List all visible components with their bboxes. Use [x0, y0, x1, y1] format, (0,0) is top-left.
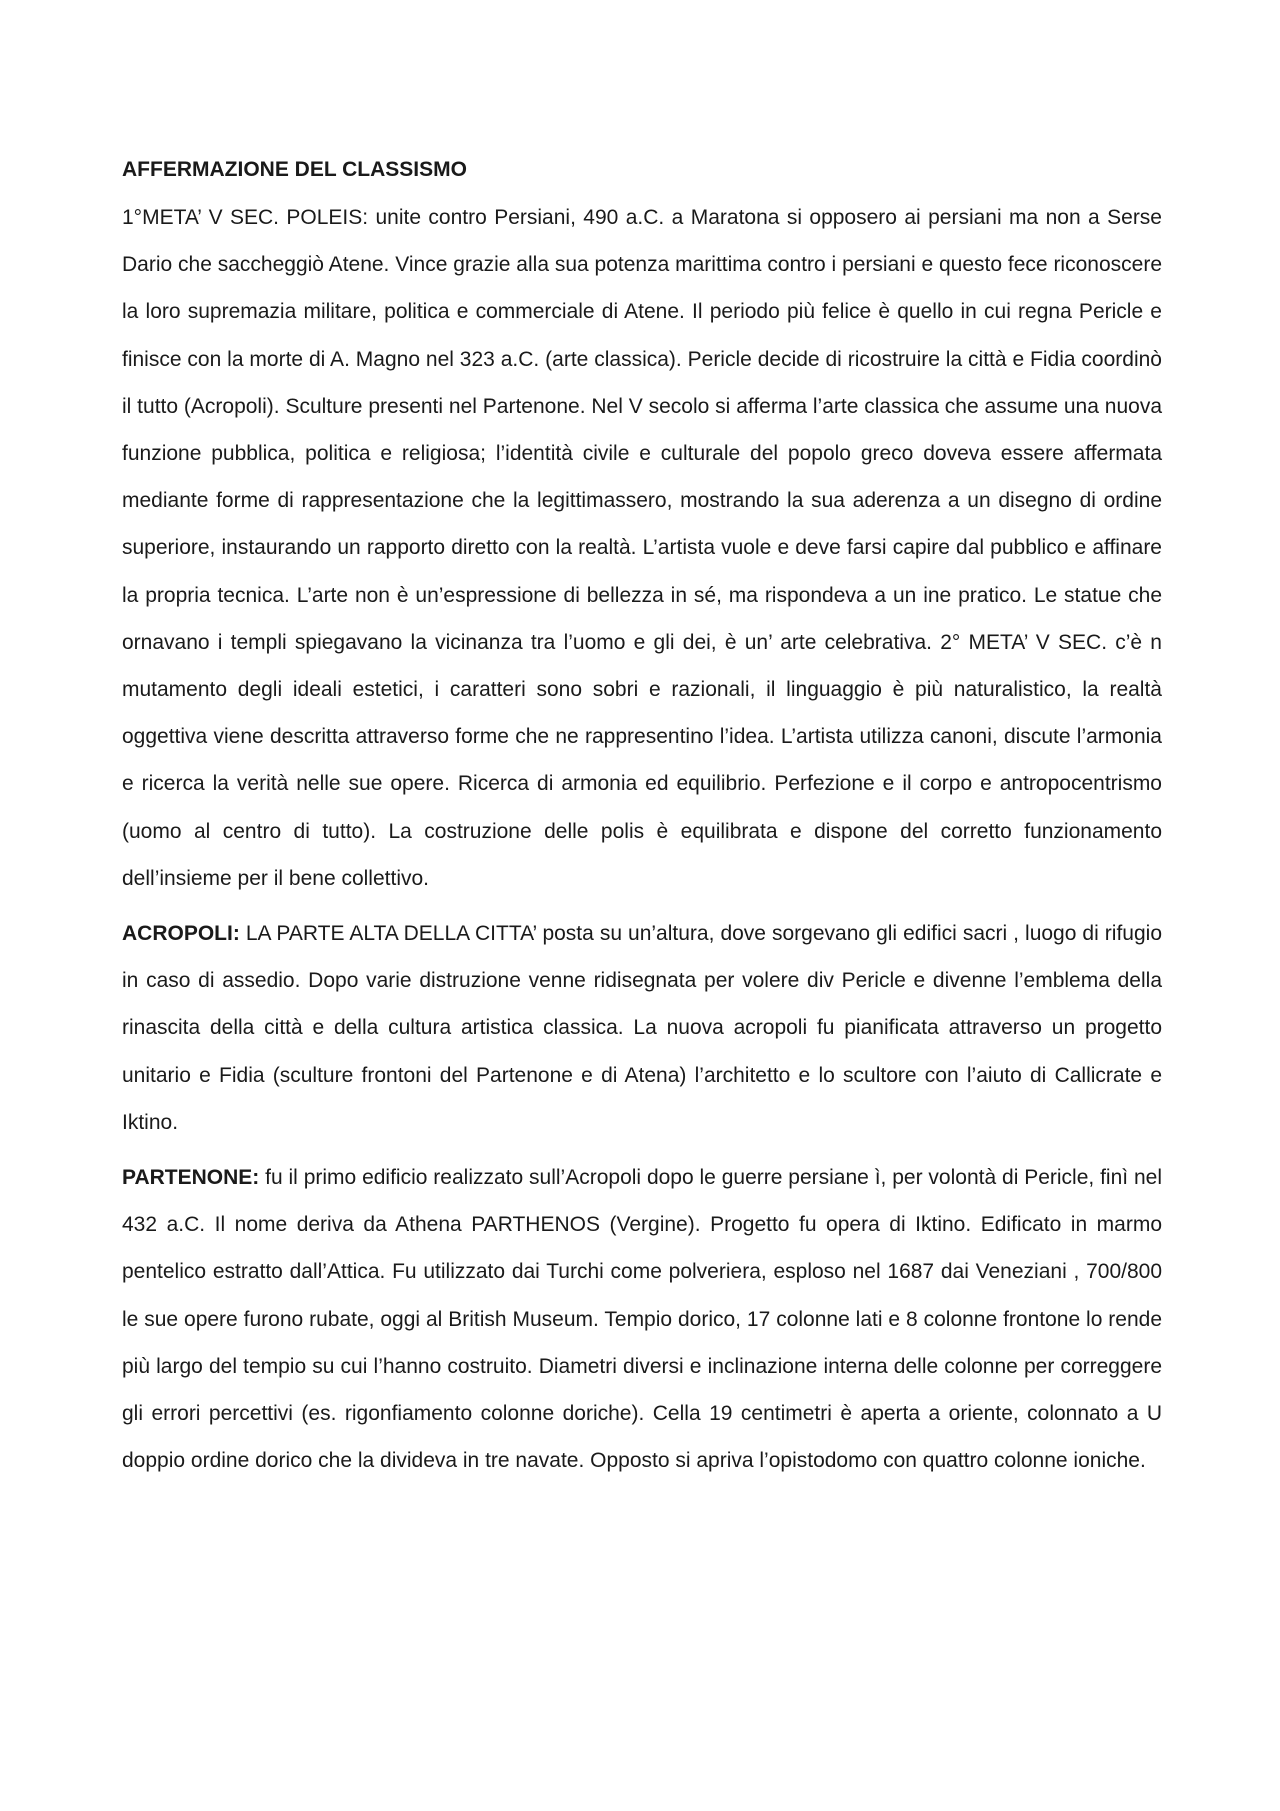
paragraph-text: 1°META’ V SEC. POLEIS: unite contro Persiani, 490 a.C. a Maratona si opposero ai persiani ma non a Serse Dario che saccheggiò Atene. Vince grazie alla sua potenza marittima contro i persiani e questo fece riconoscere la loro supremazia militare, politica e commerciale di Atene. Il periodo più felice è quello in cui regna Pericle e finisce con la morte di A. Magno nel 323 a.C. (arte classica). Pericle decide di ricostruire la città e Fidia coordinò il tutto (Acropoli). Sculture presenti nel Partenone. Nel V secolo si afferma l’arte classica che assume una nuova funzione pubblica, politica e religiosa; l’identità civile e culturale del popolo greco doveva essere affermata mediante forme di rappresentazione che la legittimassero, mostrando la sua aderenza a un disegno di ordine superiore, instaurando un rapporto diretto con la realtà. L’artista vuole e deve farsi capire dal pubblico e affinare la propria tecnica. L’arte non è un’espressione di bellezza in sé, ma rispondeva a un ine pratico. Le statue che ornavano i templi spiegavano la vicinanza tra l’uomo e gli dei, è un’ arte celebrativa. 2° META’ V SEC. c’è n mutamento degli ideali estetici, i caratteri sono sobri e razionali, il linguaggio è più naturalistico, la realtà oggettiva viene descritta attraverso forme che ne rappresentino l’idea. L’artista utilizza canoni, discute l’armonia e ricerca la verità nelle sue opere. Ricerca di armonia ed equilibrio. Perfezione e il corpo e antropocentrismo (uomo al centro di tutto). La costruzione delle polis è equilibrata e dispone del corretto funzionamento dell’insieme per il bene collettivo. — [122, 206, 1162, 890]
paragraph-classicism — [122, 194, 1162, 902]
document-page — [122, 150, 1162, 1484]
paragraph-text: LA PARTE ALTA DELLA CITTA’ posta su un’altura, dove sorgevano gli edifici sacri , luogo di rifugio in caso di assedio. Dopo varie distruzione venne ridisegnata per volere div Pericle e divenne l’emblema della rinascita della città e della cultura artistica classica. La nuova acropoli fu pianificata attraverso un progetto unitario e Fidia (sculture frontoni del Partenone e di Atena) l’architetto e lo scultore con l’aiuto di Callicrate e Iktino. — [122, 922, 1162, 1134]
paragraph-text: fu il primo edificio realizzato sull’Acropoli dopo le guerre persiane ì, per volontà di Pericle, finì nel 432 a.C. Il nome deriva da Athena PARTHENOS (Vergine). Progetto fu opera di Iktino. Edificato in marmo pentelico estratto dall’Attica. Fu utilizzato dai Turchi come polveriera, esploso nel 1687 dai Veneziani , 700/800 le sue opere furono rubate, oggi al British Museum. Tempio dorico, 17 colonne lati e 8 colonne frontone lo rende più largo del tempio su cui l’hanno costruito. Diametri diversi e inclinazione interna delle colonne per correggere gli errori percettivi (es. rigonfiamento colonne doriche). Cella 19 centimetri è aperta a oriente, colonnato a U doppio ordine dorico che la divideva in tre navate. Opposto si apriva l’opistodomo con quattro colonne ioniche. — [122, 1166, 1162, 1473]
document-title: AFFERMAZIONE DEL CLASSISMO — [122, 158, 467, 181]
paragraph-acropoli — [122, 910, 1162, 1146]
paragraph-lead-acropoli: ACROPOLI: — [122, 922, 240, 946]
paragraph-partenone — [122, 1154, 1162, 1484]
paragraph-lead-partenone: PARTENONE: — [122, 1166, 260, 1190]
